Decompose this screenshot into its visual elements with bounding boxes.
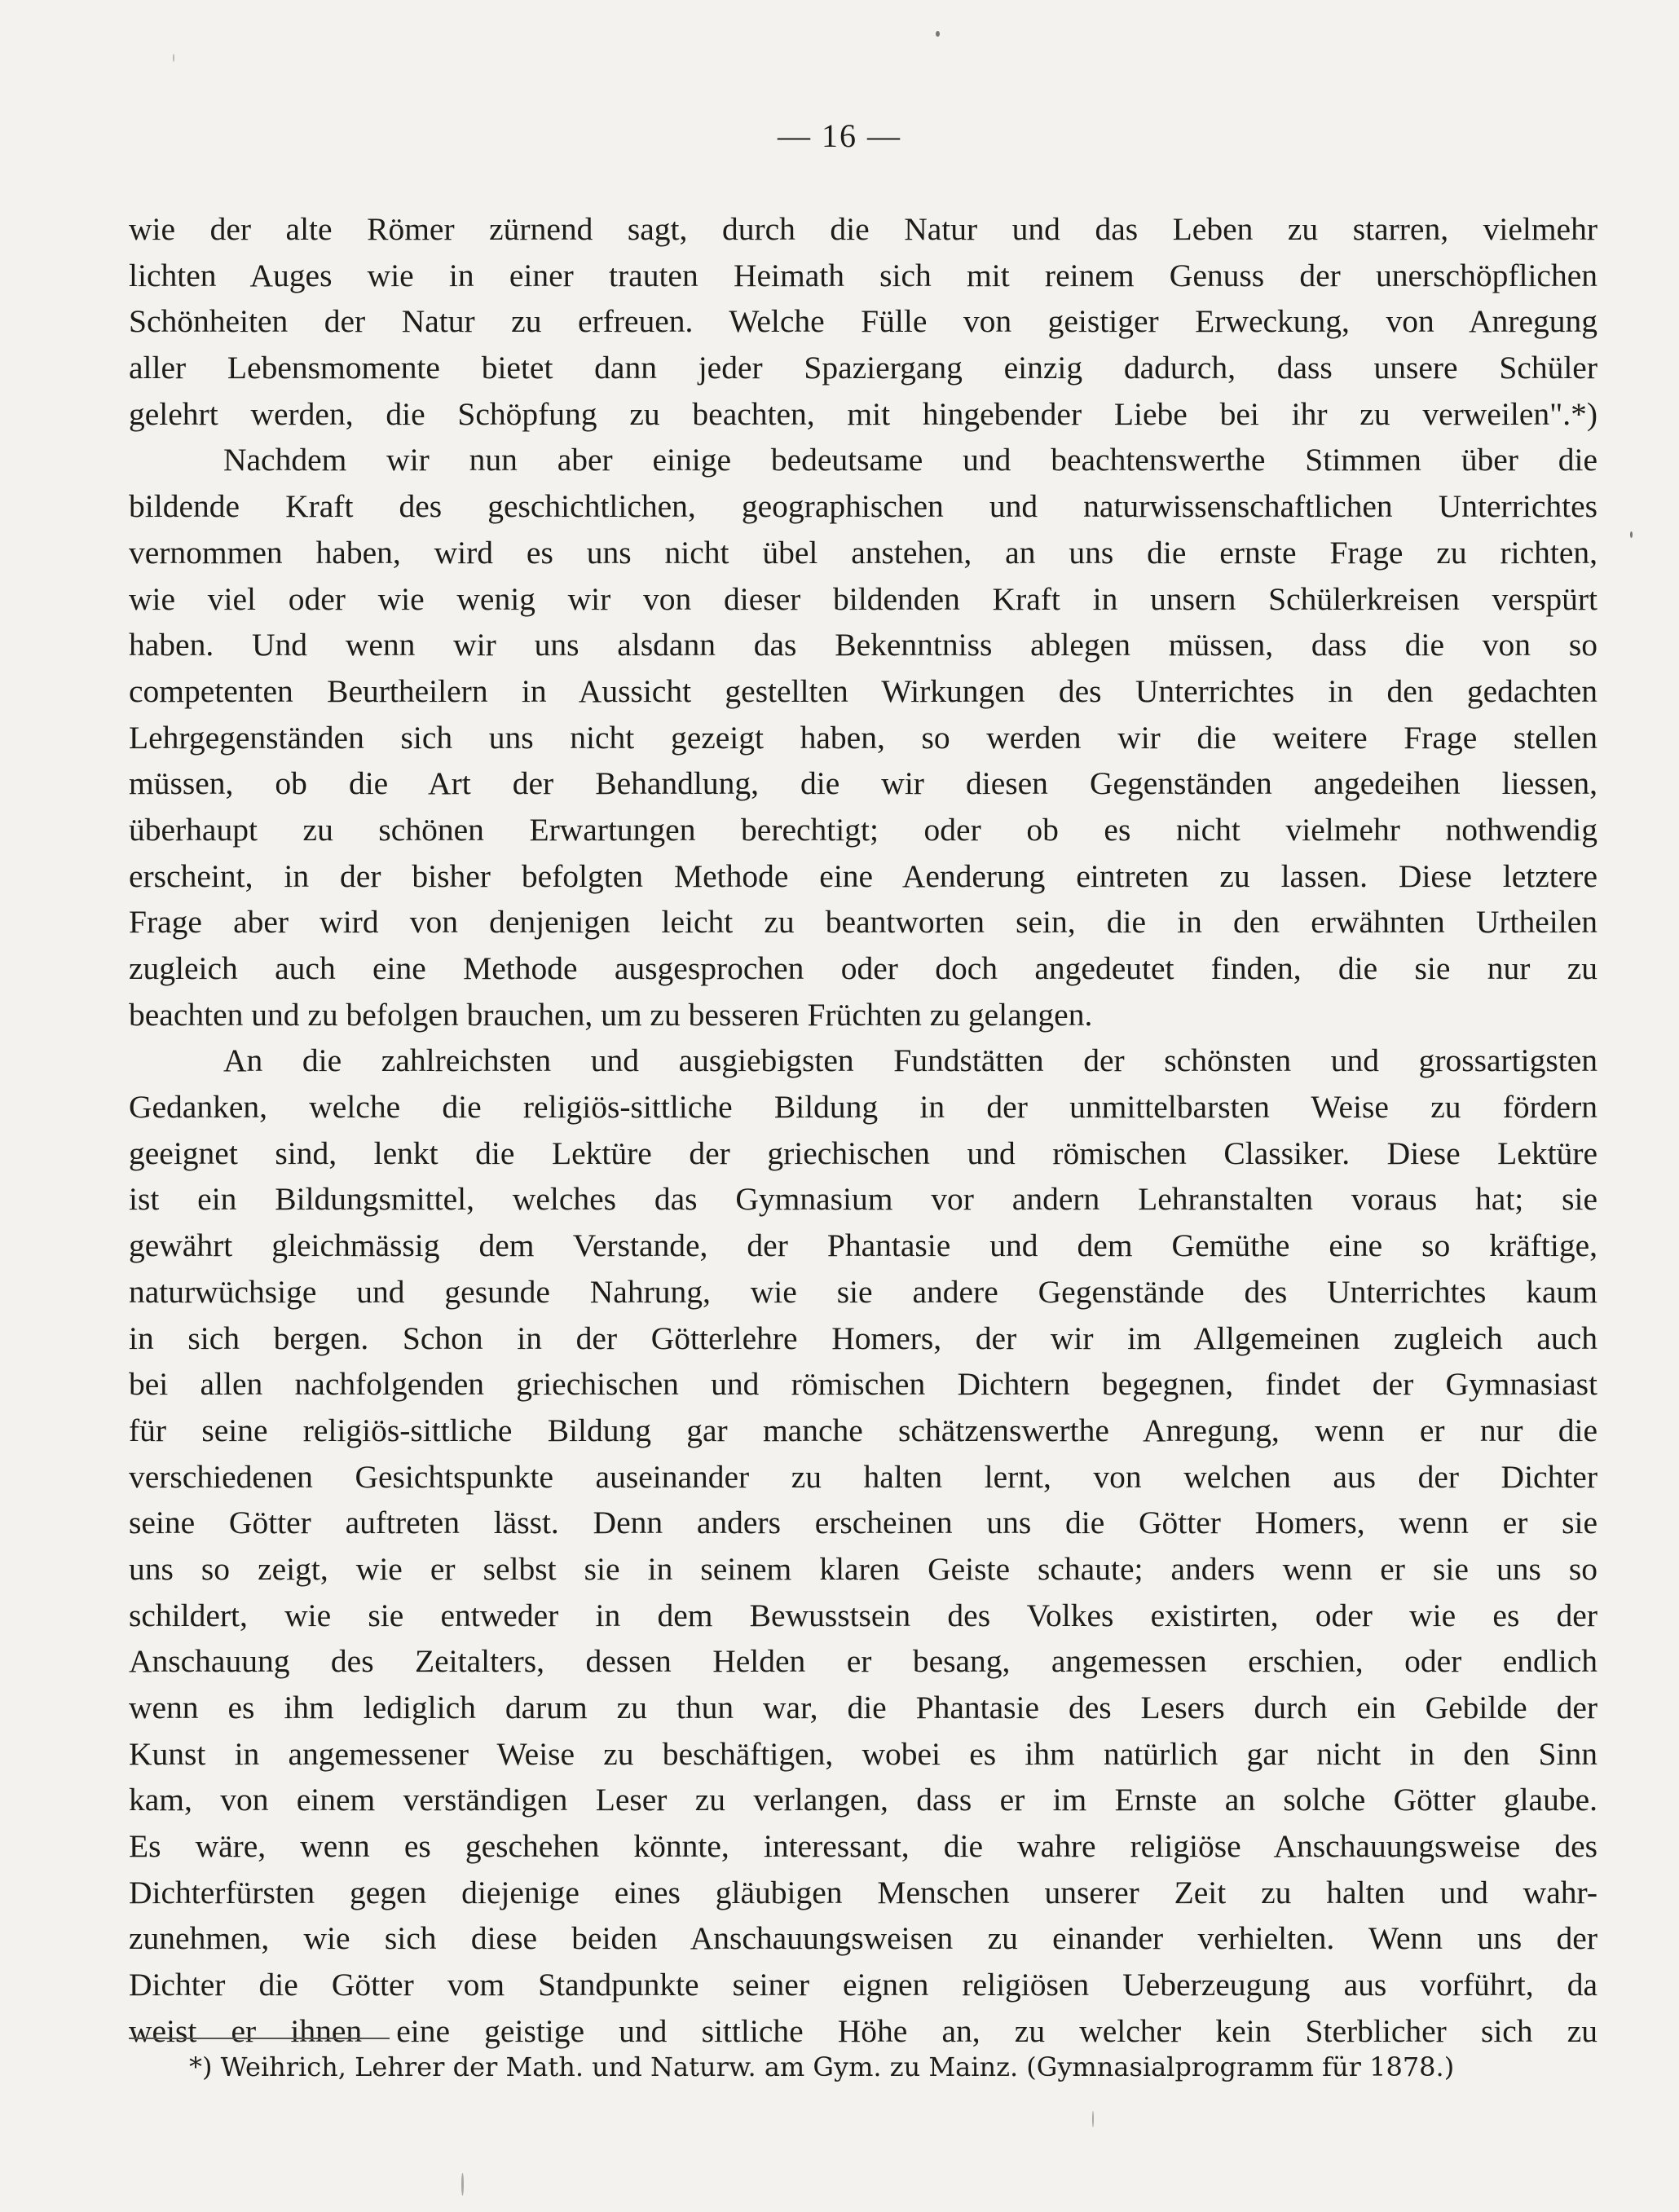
- footnote: *) Weihrich, Lehrer der Math. und Naturw. am Gym. zu Mainz. (Gymnasialprogramm für 1878.): [189, 2051, 1455, 2082]
- text-line: schildert, wie sie entweder in dem Bewusstsein des Volkes existirten, oder wie es der: [129, 1597, 1597, 1633]
- text-line: Es wäre, wenn es geschehen könnte, interessant, die wahre religiöse Anschauungsweise des: [129, 1828, 1597, 1865]
- page-number: — 16 —: [778, 117, 901, 154]
- text-line: Schönheiten der Natur zu erfreuen. Welche Fülle von geistiger Erweckung, von Anregung: [129, 303, 1597, 340]
- text-line: Frage aber wird von denjenigen leicht zu beantworten sein, die in den erwähnten Urtheilen: [129, 904, 1597, 941]
- paragraph-end-line: beachten und zu befolgen brauchen, um zu besseren Früchten zu gelangen.: [129, 996, 1093, 1033]
- text-line: competenten Beurtheilern in Aussicht gestellten Wirkungen des Unterrichtes in den gedachten: [129, 672, 1597, 709]
- text-line: gewährt gleichmässig dem Verstande, der Phantasie und dem Gemüthe eine so kräftige,: [129, 1227, 1597, 1264]
- text-line: naturwüchsige und gesunde Nahrung, wie sie andere Gegenstände des Unterrichtes kaum: [129, 1273, 1597, 1310]
- text-line: lichten Auges wie in einer trauten Heimath sich mit reinem Genuss der unerschöpflichen: [129, 257, 1597, 293]
- paragraph-start-line: Nachdem wir nun aber einige bedeutsame und beachtenswerthe Stimmen über die: [223, 442, 1597, 478]
- scan-speck: [936, 31, 940, 37]
- text-line: verschiedenen Gesichtspunkte auseinander zu halten lernt, von welchen aus der Dichter: [129, 1458, 1597, 1495]
- scan-speck: [173, 54, 174, 62]
- scan-speck: [1630, 531, 1633, 538]
- text-line: zunehmen, wie sich diese beiden Anschauungsweisen zu einander verhielten. Wenn uns der: [129, 1920, 1597, 1957]
- text-line: gelehrt werden, die Schöpfung zu beachten, mit hingebender Liebe bei ihr zu verweilen".*): [129, 395, 1597, 432]
- text-line: müssen, ob die Art der Behandlung, die wir diesen Gegenständen angedeihen liessen,: [129, 765, 1597, 802]
- text-line: Dichter die Götter vom Standpunkte seiner eignen religiösen Ueberzeugung aus vorführt, da: [129, 1967, 1597, 2003]
- text-line: bei allen nachfolgenden griechischen und römischen Dichtern begegnen, findet der Gymnasiast: [129, 1366, 1597, 1403]
- text-line: Gedanken, welche die religiös-sittliche Bildung in der unmittelbarsten Weise zu fördern: [129, 1089, 1597, 1126]
- text-line: ist ein Bildungsmittel, welches das Gymnasium vor andern Lehranstalten voraus hat; sie: [129, 1181, 1597, 1218]
- body-text: [129, 206, 1597, 2055]
- text-line: Dichterfürsten gegen diejenige eines gläubigen Menschen unserer Zeit zu halten und wahr-: [129, 1874, 1597, 1910]
- text-line: für seine religiös-sittliche Bildung gar manche schätzenswerthe Anregung, wenn er nur die: [129, 1412, 1597, 1448]
- text-line: in sich bergen. Schon in der Götterlehre Homers, der wir im Allgemeinen zugleich auch: [129, 1320, 1597, 1356]
- text-line: wie viel oder wie wenig wir von dieser bildenden Kraft in unsern Schülerkreisen verspürt: [129, 580, 1597, 617]
- text-line: Anschauung des Zeitalters, dessen Helden er besang, angemessen erschien, oder endlich: [129, 1643, 1597, 1680]
- text-line: aller Lebensmomente bietet dann jeder Spaziergang einzig dadurch, dass unsere Schüler: [129, 350, 1597, 386]
- text-line: geeignet sind, lenkt die Lektüre der griechischen und römischen Classiker. Diese Lektüre: [129, 1135, 1597, 1171]
- footnote-divider: [129, 2038, 390, 2039]
- scan-speck: [461, 2173, 464, 2196]
- text-line: wie der alte Römer zürnend sagt, durch die Natur und das Leben zu starren, vielmehr: [129, 211, 1597, 247]
- text-line: uns so zeigt, wie er selbst sie in seinem klaren Geiste schaute; anders wenn er sie uns so: [129, 1550, 1597, 1587]
- text-line: weist er ihnen eine geistige und sittliche Höhe an, zu welcher kein Sterblicher sich zu: [129, 2012, 1597, 2049]
- text-line: wenn es ihm lediglich darum zu thun war, die Phantasie des Lesers durch ein Gebilde der: [129, 1690, 1597, 1725]
- text-line: kam, von einem verständigen Leser zu verlangen, dass er im Ernste an solche Götter glaube.: [129, 1782, 1597, 1818]
- text-line: überhaupt zu schönen Erwartungen berechtigt; oder ob es nicht vielmehr nothwendig: [129, 811, 1597, 848]
- text-line: haben. Und wenn wir uns alsdann das Bekenntniss ablegen müssen, dass die von so: [129, 627, 1597, 663]
- text-line: bildende Kraft des geschichtlichen, geographischen und naturwissenschaftlichen Unterrichtes: [129, 488, 1597, 525]
- text-line: Kunst in angemessener Weise zu beschäftigen, wobei es ihm natürlich gar nicht in den Sinn: [129, 1735, 1597, 1772]
- text-line: erscheint, in der bisher befolgten Methode eine Aenderung eintreten zu lassen. Diese letztere: [129, 857, 1597, 894]
- text-line: Lehrgegenständen sich uns nicht gezeigt haben, so werden wir die weitere Frage stellen: [129, 719, 1597, 756]
- scan-speck: [1092, 2111, 1094, 2127]
- paragraph-start-line: An die zahlreichsten und ausgiebigsten Fundstätten der schönsten und grossartigsten: [223, 1042, 1597, 1079]
- text-line: seine Götter auftreten lässt. Denn anders erscheinen uns die Götter Homers, wenn er sie: [129, 1505, 1597, 1541]
- text-line: zugleich auch eine Methode ausgesprochen oder doch angedeutet finden, die sie nur zu: [129, 950, 1597, 986]
- text-line: vernommen haben, wird es uns nicht übel anstehen, an uns die ernste Frage zu richten,: [129, 534, 1597, 571]
